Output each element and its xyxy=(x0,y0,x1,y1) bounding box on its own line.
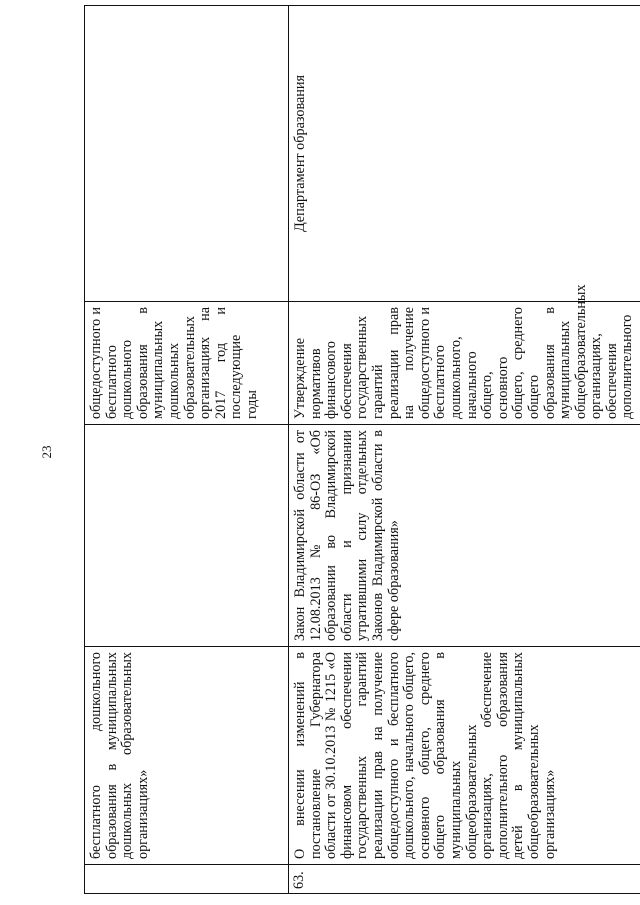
table-row xyxy=(85,6,289,894)
page-number: 23 xyxy=(39,445,54,459)
executor-cell: Департамент образования xyxy=(289,6,640,302)
act-title-cell: О внесении изменений в постановление Губернатора области от 30.10.2013 № 1215 «О финансовом обеспечении государственных гарантий реализации прав на получение общедоступного и бесплатного дошкольного, начального общего, основного общего, среднего общего образования в муниципальных общеобразовательных организациях, обеспечение дополнительного образования детей в муниципальных общеобразовательных организациях» xyxy=(289,647,640,865)
document-table xyxy=(84,5,640,894)
table-row xyxy=(289,6,640,894)
content-cell: Утверждение нормативов финансового обеспечения государственных гарантий реализации прав на получение общедоступного и бесплатного дошкольного, начального общего, основного общего, среднего общего образования в муниципальных общеобразовательных организациях, обеспечения дополнительного xyxy=(289,302,640,425)
executor-cell xyxy=(85,6,289,302)
row-number-cell: 63. xyxy=(289,865,640,894)
row-number-cell xyxy=(85,865,289,894)
rotated-table-wrapper xyxy=(84,6,636,894)
content-cell: общедоступного и бесплатного дошкольного образования в муниципальных дошкольных образовательных организациях на 2017 год и последующие годы xyxy=(85,302,289,425)
legal-basis-cell xyxy=(85,425,289,647)
act-title-cell: бесплатного дошкольного образования в муниципальных дошкольных образовательных организациях» xyxy=(85,647,289,865)
legal-basis-cell: Закон Владимирской области от 12.08.2013 № 86-ОЗ «Об образовании во Владимирской области и признании утратившими силу отдельных Законов Владимирской области в сфере образования» xyxy=(289,425,640,647)
